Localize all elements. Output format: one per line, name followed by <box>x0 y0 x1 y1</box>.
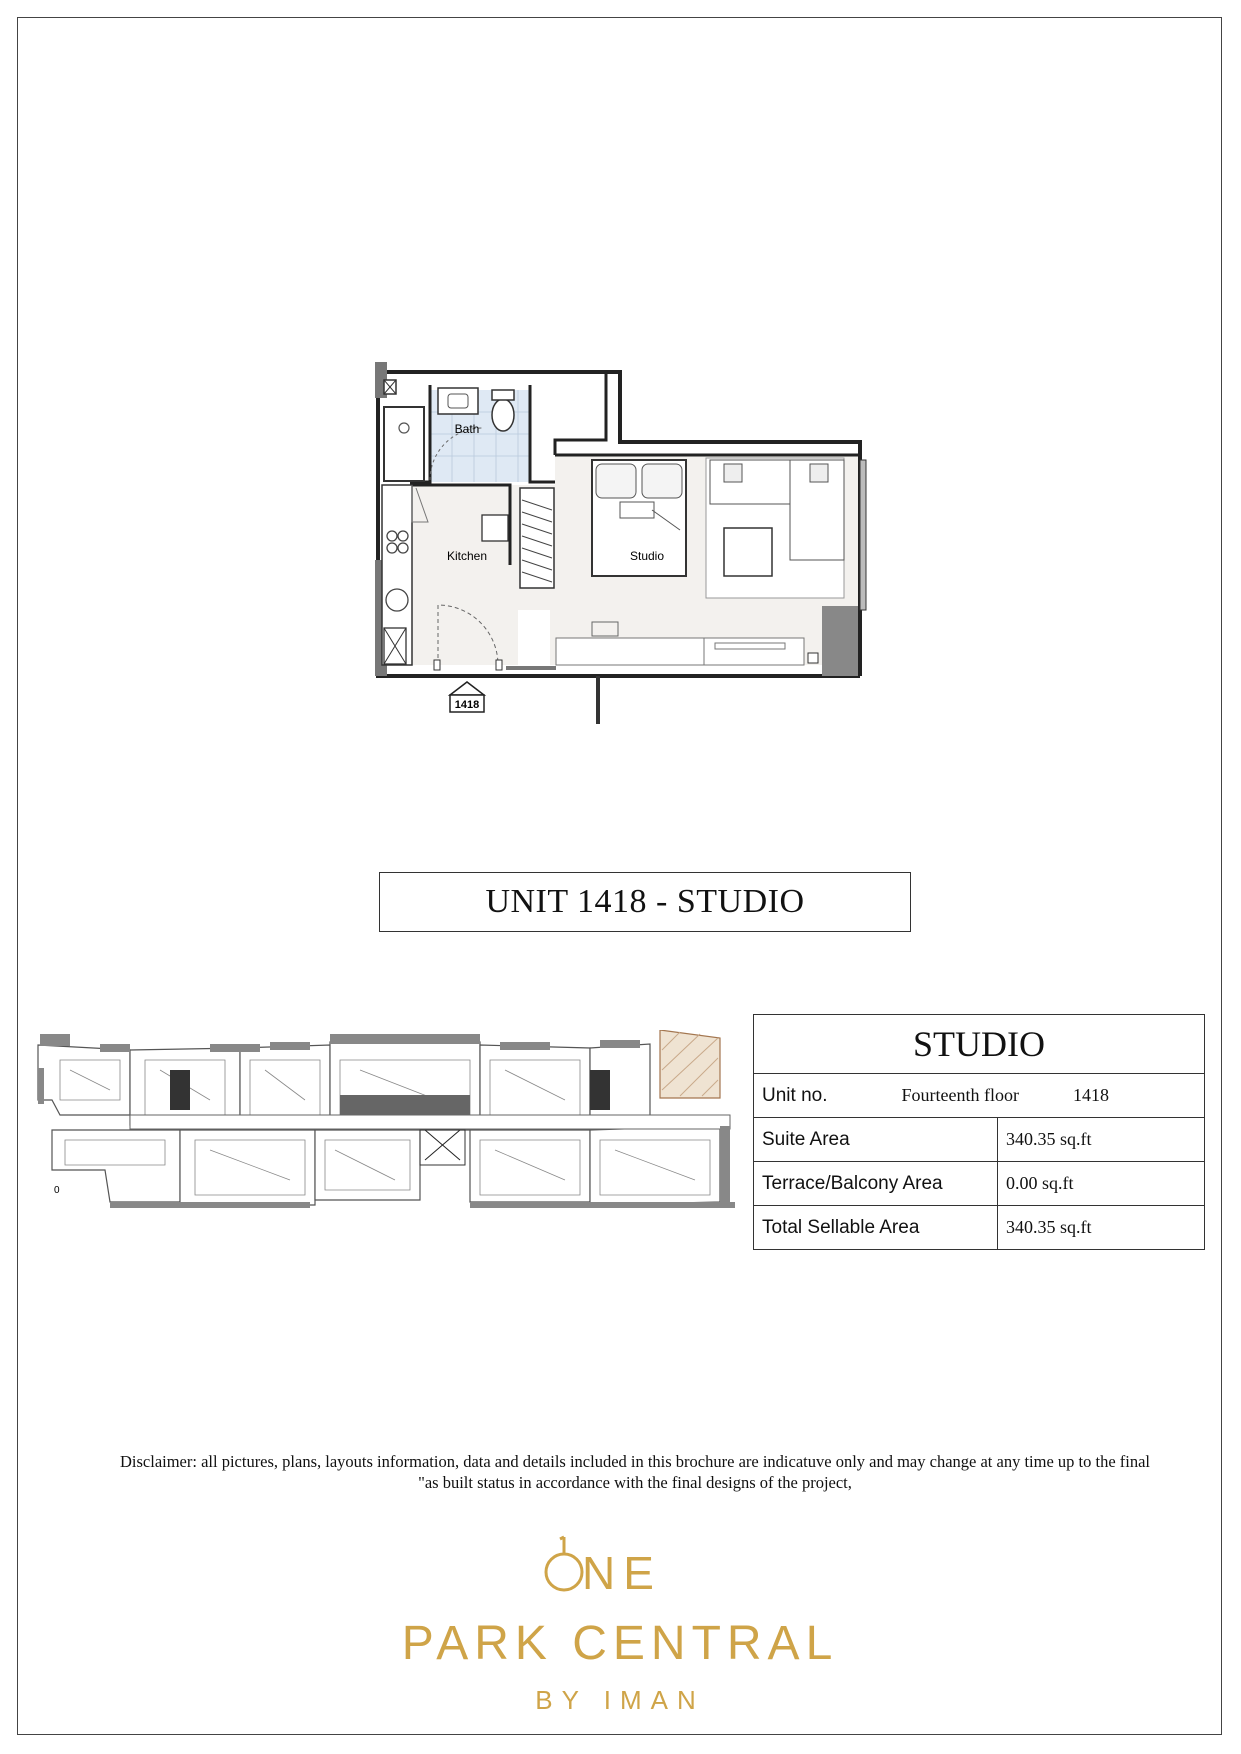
room-label-studio: Studio <box>629 549 665 563</box>
total-area-value: 340.35 sq.ft <box>998 1206 1205 1250</box>
table-row <box>754 1118 1205 1162</box>
svg-text:NE: NE <box>582 1547 662 1599</box>
total-area-label: Total Sellable Area <box>754 1206 998 1250</box>
one-park-central-logo <box>360 1525 880 1725</box>
disclaimer-line-1: Disclaimer: all pictures, plans, layouts information, data and details included in this brochure are indicatuve only and may change at any time up to the final <box>119 1452 1151 1471</box>
suite-area-label: Suite Area <box>754 1118 998 1162</box>
key-plan-marker: 0 <box>54 1185 60 1196</box>
unit-floor-plan <box>370 360 870 730</box>
terrace-area-label: Terrace/Balcony Area <box>754 1162 998 1206</box>
unit-tag-label: 1418 <box>454 699 480 711</box>
room-label-bath: Bath <box>454 422 480 436</box>
logo-line-2: PARK CENTRAL <box>401 1617 839 1670</box>
room-label-kitchen: Kitchen <box>446 549 488 563</box>
area-table <box>753 1014 1205 1250</box>
suite-area-value: 340.35 sq.ft <box>998 1118 1205 1162</box>
table-row <box>754 1162 1205 1206</box>
table-row <box>754 1206 1205 1250</box>
floor-value: Fourteenth floor <box>901 1084 1019 1105</box>
terrace-area-value: 0.00 sq.ft <box>998 1162 1205 1206</box>
unit-row <box>754 1074 1205 1118</box>
floor-key-plan <box>30 1030 735 1230</box>
table-heading: STUDIO <box>754 1015 1205 1074</box>
unit-title: UNIT 1418 - STUDIO <box>379 872 911 932</box>
unit-number: 1418 <box>1072 1084 1109 1105</box>
logo-line-3: BY IMAN <box>535 1685 705 1715</box>
disclaimer-line-2: "as built status in accordance with the final designs of the project, <box>418 1473 852 1492</box>
unit-label: Unit no. <box>762 1084 828 1106</box>
disclaimer <box>60 1451 1210 1493</box>
